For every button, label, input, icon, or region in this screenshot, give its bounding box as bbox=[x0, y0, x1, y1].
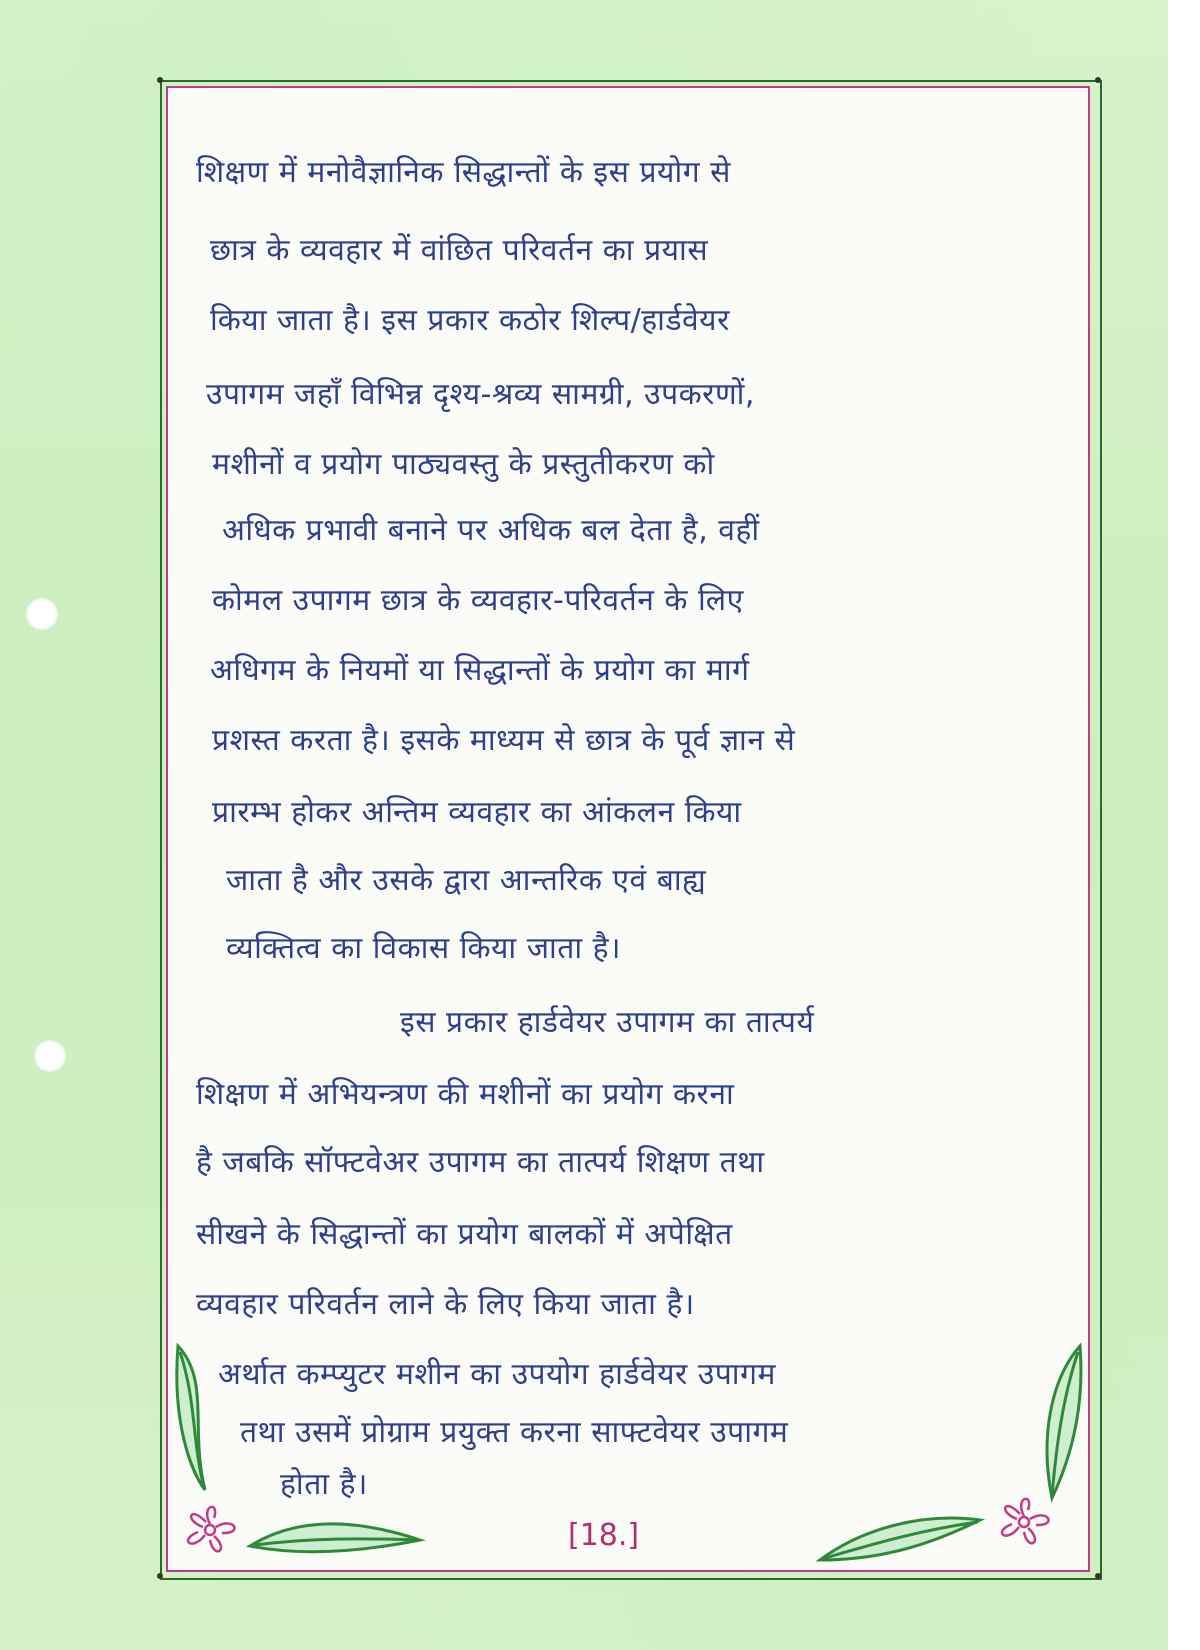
flower-left-icon bbox=[188, 1507, 235, 1551]
leaf-left-icon bbox=[177, 1346, 205, 1490]
flower-right-icon bbox=[1002, 1499, 1049, 1543]
leaf-right-icon bbox=[1047, 1346, 1081, 1498]
text-line: अधिगम के नियमों या सिद्धान्तों के प्रयोग का मार्ग bbox=[210, 653, 750, 688]
text-line: किया जाता है। इस प्रकार कठोर शिल्प/हार्डवेयर bbox=[210, 303, 730, 338]
text-line: प्रारम्भ होकर अन्तिम व्यवहार का आंकलन किया bbox=[212, 795, 742, 830]
text-line: शिक्षण में अभियन्त्रण की मशीनों का प्रयोग करना bbox=[196, 1077, 735, 1112]
text-line: अर्थात कम्प्युटर मशीन का उपयोग हार्डवेयर उपागम bbox=[218, 1357, 776, 1392]
text-line: तथा उसमें प्रोग्राम प्रयुक्त करना साफ्टवेयर उपागम bbox=[240, 1415, 789, 1450]
text-line: मशीनों व प्रयोग पाठ्यवस्तु के प्रस्तुतीकरण को bbox=[212, 447, 715, 482]
page-number: [18.] bbox=[568, 1518, 640, 1553]
text-line: सीखने के सिद्धान्तों का प्रयोग बालकों में अपेक्षित bbox=[196, 1217, 733, 1252]
text-line: व्यवहार परिवर्तन लाने के लिए किया जाता है। bbox=[196, 1287, 695, 1322]
text-line: उपागम जहाँ विभिन्न दृश्य-श्रव्य सामग्री, उपकरणों, bbox=[206, 377, 755, 412]
text-line: शिक्षण में मनोवैज्ञानिक सिद्धान्तों के इस प्रयोग से bbox=[196, 155, 731, 190]
leaf-bottom-left-icon bbox=[250, 1524, 420, 1552]
text-line: होता है। bbox=[280, 1467, 368, 1502]
text-line: जाता है और उसके द्वारा आन्तरिक एवं बाह्य bbox=[226, 863, 707, 898]
leaf-bottom-right-icon bbox=[820, 1518, 980, 1560]
text-line: छात्र के व्यवहार में वांछित परिवर्तन का प्रयास bbox=[210, 233, 709, 268]
text-line: इस प्रकार हार्डवेयर उपागम का तात्पर्य bbox=[400, 1005, 815, 1040]
text-line: है जबकि सॉफ्टवेअर उपागम का तात्पर्य शिक्षण तथा bbox=[196, 1145, 765, 1180]
text-line: व्यक्तित्व का विकास किया जाता है। bbox=[226, 931, 621, 966]
text-line: प्रशस्त करता है। इसके माध्यम से छात्र के पूर्व ज्ञान से bbox=[212, 723, 796, 758]
text-line: कोमल उपागम छात्र के व्यवहार-परिवर्तन के लिए bbox=[212, 583, 744, 618]
text-line: अधिक प्रभावी बनाने पर अधिक बल देता है, वहीं bbox=[222, 513, 760, 548]
